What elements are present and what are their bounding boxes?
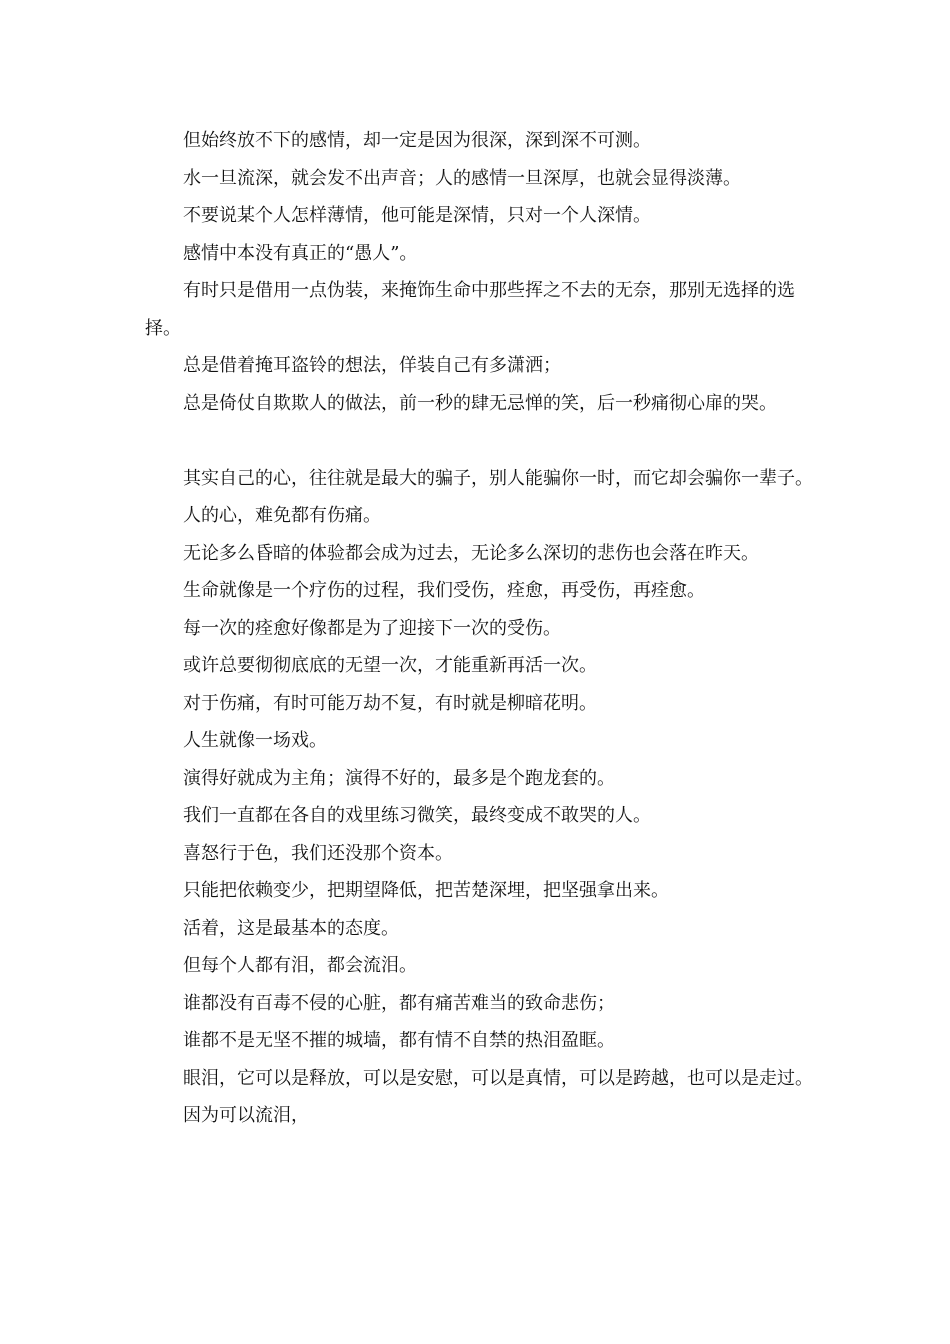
paragraph-12: 每一次的痊愈好像都是为了迎接下一次的受伤。 (183, 617, 561, 639)
paragraph-15: 人生就像一场戏。 (183, 730, 327, 751)
paragraph-3: 不要说某个人怎样薄情，他可能是深情，只对一个人深情。 (183, 205, 651, 226)
paragraph-4: 感情中本没有真正的“愚人”。 (183, 242, 418, 264)
paragraph-18: 喜怒行于色，我们还没那个资本。 (183, 842, 453, 864)
paragraph-5: 有时只是借用一点伪装，来掩饰生命中那些挥之不去的无奈，那别无选择的选择。 (145, 280, 795, 339)
paragraph-13: 或许总要彻彻底底的无望一次，才能重新再活一次。 (183, 655, 597, 676)
paragraph-10: 无论多么昏暗的体验都会成为过去，无论多么深切的悲伤也会落在昨天。 (183, 542, 759, 564)
paragraph-spacer (145, 422, 813, 460)
paragraph-20: 活着，这是最基本的态度。 (183, 917, 399, 939)
paragraph-6: 总是借着掩耳盗铃的想法，佯装自己有多潇洒； (183, 355, 561, 376)
paragraph-11: 生命就像是一个疗伤的过程，我们受伤，痊愈，再受伤，再痊愈。 (183, 580, 705, 601)
document-body (145, 122, 813, 1135)
paragraph-8: 其实自己的心，往往就是最大的骗子，别人能骗你一时，而它却会骗你一辈子。 (183, 467, 813, 489)
paragraph-14: 对于伤痛，有时可能万劫不复，有时就是柳暗花明。 (183, 692, 597, 714)
paragraph-21: 但每个人都有泪，都会流泪。 (183, 955, 417, 976)
paragraph-17: 我们一直都在各自的戏里练习微笑，最终变成不敢哭的人。 (183, 805, 651, 826)
paragraph-9: 人的心，难免都有伤痛。 (183, 505, 381, 526)
paragraph-19: 只能把依赖变少，把期望降低，把苦楚深埋，把坚强拿出来。 (183, 880, 669, 901)
paragraph-1: 但始终放不下的感情，却一定是因为很深，深到深不可测。 (183, 130, 651, 151)
paragraph-23: 谁都不是无坚不摧的城墙，都有情不自禁的热泪盈眶。 (183, 1030, 615, 1051)
paragraph-22: 谁都没有百毒不侵的心脏，都有痛苦难当的致命悲伤； (183, 992, 615, 1014)
paragraph-7: 总是倚仗自欺欺人的做法，前一秒的肆无忌惮的笑，后一秒痛彻心扉的哭。 (183, 392, 777, 414)
paragraph-24: 眼泪，它可以是释放，可以是安慰，可以是真情，可以是跨越，也可以是走过。 (183, 1067, 813, 1089)
paragraph-2: 水一旦流深，就会发不出声音；人的感情一旦深厚，也就会显得淡薄。 (183, 167, 741, 189)
paragraph-16: 演得好就成为主角；演得不好的，最多是个跑龙套的。 (183, 767, 615, 789)
paragraph-25: 因为可以流泪， (183, 1105, 309, 1126)
